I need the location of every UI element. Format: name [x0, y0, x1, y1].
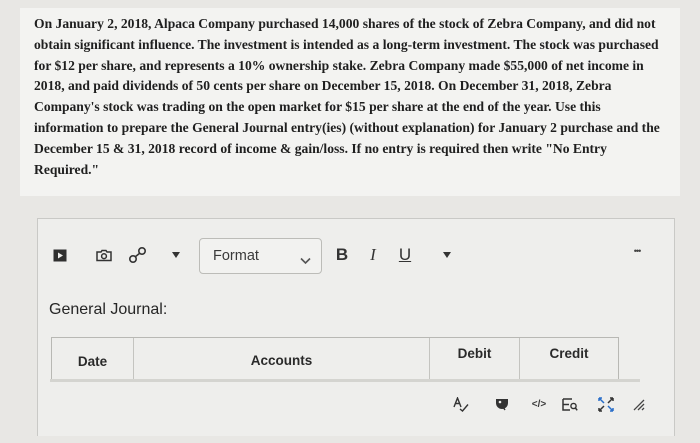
image-icon[interactable] [95, 248, 113, 262]
find-replace-icon[interactable] [561, 396, 579, 412]
general-journal-label: General Journal: [49, 301, 168, 318]
format-dropdown[interactable] [199, 238, 322, 274]
source-code-icon[interactable]: </> [531, 398, 547, 410]
chevron-down-icon [300, 252, 311, 270]
column-header-accounts: Accounts [134, 338, 430, 381]
column-header-debit: Debit [430, 338, 520, 381]
resize-handle-icon[interactable] [630, 396, 646, 412]
question-text: On January 2, 2018, Alpaca Company purchased 14,000 shares of the stock of Zebra Company, and did not obtain significant influence. The investment is intended as a long-term investment. The stock was purchased for $12 per share, and represents a 10% ownership stake. Zebra Company made $55,000 of net income in 2018, and paid dividends of 50 cents per share on December 15, 2018. On December 31, 2018, Zebra Company's stock was trading on the open market for $15 per share at the end of the year. Use this information to prepare the General Journal entry(ies) (without explanation) for January 2 purchase and the December 15 & 31, 2018 record of income & gain/loss. If no entry is required then write "No Entry Required." [34, 16, 660, 177]
underline-button[interactable]: U [398, 245, 412, 264]
bold-button[interactable]: B [335, 245, 349, 264]
link-icon[interactable] [128, 246, 148, 264]
more-options-icon[interactable]: ••• [633, 246, 641, 256]
question-panel [20, 8, 680, 196]
accessibility-icon[interactable] [493, 396, 511, 412]
column-header-date: Date [52, 338, 134, 381]
table-divider [50, 379, 640, 382]
journal-table-header[interactable] [51, 337, 619, 381]
fullscreen-icon[interactable] [597, 396, 615, 412]
spellcheck-icon[interactable] [452, 396, 470, 412]
column-header-credit: Credit [549, 346, 589, 361]
journal-editor[interactable] [37, 218, 675, 436]
insert-dropdown-icon[interactable] [171, 250, 181, 260]
italic-button[interactable]: I [370, 245, 376, 264]
video-icon[interactable] [52, 248, 68, 262]
text-color-dropdown-icon[interactable] [442, 250, 452, 260]
editor-toolbar [38, 219, 674, 293]
format-label: Format [213, 248, 259, 264]
